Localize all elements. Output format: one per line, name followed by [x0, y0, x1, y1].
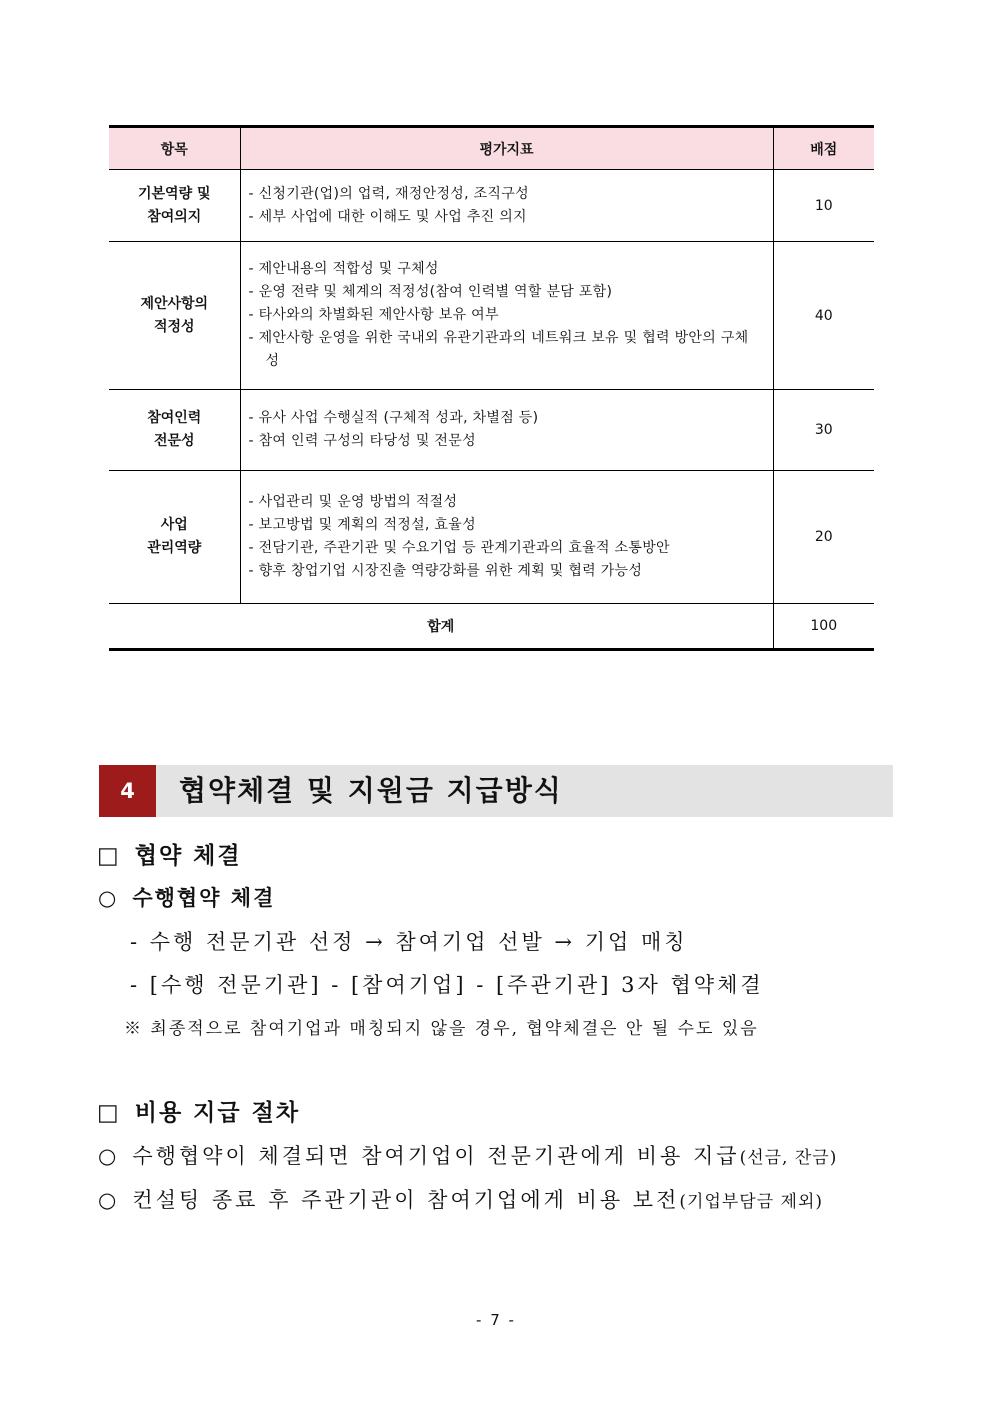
category-line: 전문성	[153, 433, 195, 449]
category-line: 적정성	[153, 318, 195, 335]
category-line: 참여의지	[147, 208, 202, 225]
table-row	[109, 170, 874, 242]
category-line: 관리역량	[147, 540, 202, 556]
payment-bullet-2-paren: (기업부담금 제외)	[679, 1192, 824, 1212]
evaluation-table	[109, 125, 874, 651]
table-row	[109, 471, 874, 604]
contract-bullet-text: 수행협약 체결	[132, 886, 276, 910]
row-criteria	[240, 170, 773, 242]
category-line: 참여인력	[147, 410, 202, 426]
row-score: 10	[773, 170, 874, 242]
criteria-item: - 운영 전략 및 체계의 적정성(참여 인력별 역할 분담 포함)	[249, 281, 761, 304]
criteria-item: - 참여 인력 구성의 타당성 및 전문성	[249, 430, 761, 453]
criteria-item: - 향후 창업기업 시장진출 역량강화를 위한 계획 및 협력 가능성	[249, 560, 761, 583]
payment-bullet-1-text: 수행협약이 체결되면 참여기업이 전문기관에게 비용 지급	[132, 1144, 740, 1168]
total-score: 100	[810, 618, 838, 634]
row-category	[109, 390, 240, 471]
payment-bullet-1	[98, 1140, 837, 1170]
row-category	[109, 471, 240, 604]
table-total-row	[109, 604, 874, 650]
table-header-row	[109, 127, 874, 170]
circle-bullet-icon: ○	[98, 1144, 117, 1168]
contract-bullet	[98, 882, 275, 912]
header-score: 배점	[773, 127, 874, 170]
payment-bullet-1-paren: (선금, 잔금)	[739, 1148, 838, 1168]
table-row	[109, 390, 874, 471]
category-line: 기본역량 및	[138, 185, 211, 202]
row-score: 40	[773, 242, 874, 390]
criteria-item: - 사업관리 및 운영 방법의 적절성	[249, 491, 761, 514]
row-criteria	[240, 390, 773, 471]
contract-heading-text: 협약 체결	[134, 843, 242, 869]
square-bullet-icon: □	[97, 1100, 121, 1126]
category-line: 제안사항의	[140, 295, 209, 312]
circle-bullet-icon: ○	[98, 1188, 117, 1212]
contract-note: ※ 최종적으로 참여기업과 매칭되지 않을 경우, 협약체결은 안 될 수도 있음	[124, 1019, 759, 1039]
contract-parties: - [수행 전문기관] - [참여기업] - [주관기관] 3자 협약체결	[130, 973, 764, 997]
criteria-item: - 제안사항 운영을 위한 국내외 유관기관과의 네트워크 보유 및 협력 방안의 구체성	[249, 327, 761, 373]
criteria-item: - 타사와의 차별화된 제안사항 보유 여부	[249, 304, 761, 327]
section-title: 협약체결 및 지원금 지급방식	[179, 774, 563, 807]
section-header	[99, 765, 893, 817]
row-score: 30	[773, 390, 874, 471]
contract-step-flow: - 수행 전문기관 선정 → 참여기업 선발 → 기업 매칭	[130, 930, 688, 954]
payment-heading	[97, 1094, 300, 1127]
header-category: 항목	[109, 127, 240, 170]
payment-heading-text: 비용 지급 절차	[134, 1100, 301, 1126]
row-criteria	[240, 242, 773, 390]
header-criteria: 평가지표	[240, 127, 773, 170]
total-label: 합계	[109, 604, 773, 650]
table-row	[109, 242, 874, 390]
row-category	[109, 242, 240, 390]
row-score: 20	[773, 471, 874, 604]
criteria-item: - 보고방법 및 계획의 적정설, 효율성	[249, 514, 761, 537]
row-category	[109, 170, 240, 242]
criteria-item: - 제안내용의 적합성 및 구체성	[249, 258, 761, 281]
section-number: 4	[99, 765, 156, 817]
category-line: 사업	[160, 517, 188, 533]
criteria-item: - 유사 사업 수행실적 (구체적 성과, 차별점 등)	[249, 407, 761, 430]
square-bullet-icon: □	[97, 843, 121, 869]
row-criteria	[240, 471, 773, 604]
page-number: - 7 -	[476, 1311, 516, 1329]
criteria-item: - 세부 사업에 대한 이해도 및 사업 추진 의지	[249, 206, 761, 229]
criteria-item: - 전담기관, 주관기관 및 수요기업 등 관계기관과의 효율적 소통방안	[249, 537, 761, 560]
circle-bullet-icon: ○	[98, 886, 117, 910]
payment-bullet-2	[98, 1184, 823, 1214]
criteria-item: - 신청기관(업)의 업력, 재정안정성, 조직구성	[249, 183, 761, 206]
payment-bullet-2-text: 컨설팅 종료 후 주관기관이 참여기업에게 비용 보전	[132, 1188, 680, 1212]
contract-heading	[97, 837, 242, 870]
